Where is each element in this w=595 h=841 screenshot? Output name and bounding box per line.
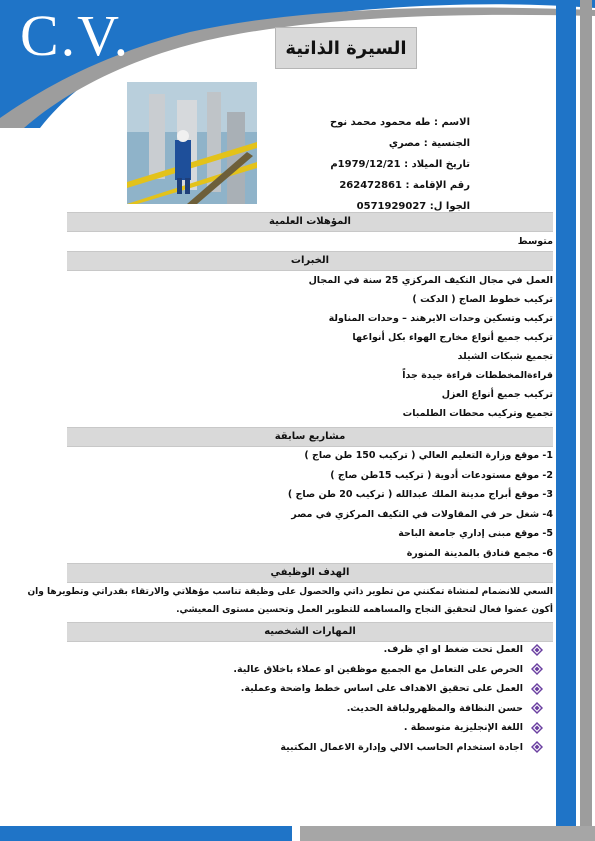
- skill-text: حسن النظافة والمظهرولباقة الحديث.: [346, 702, 523, 714]
- projects-heading: مشاريع سابقة: [67, 427, 553, 447]
- bottom-blue-stripe: [0, 826, 292, 841]
- experience-list: [67, 271, 553, 423]
- project-item: 2- موقع مستودعات أدوية ( تركيب 15طن صاج ): [330, 469, 553, 481]
- project-item: 5- موقع مبنى إداري جامعة الباحة: [398, 528, 553, 539]
- experience-item: العمل في مجال التكيف المركزي 25 سنة في المجال: [308, 275, 553, 286]
- project-item: 6- مجمع فنادق بالمدينة المنورة: [406, 547, 553, 559]
- diamond-bullet-icon: [531, 741, 543, 753]
- residence-line: رقم الإقامة : 262472861: [339, 180, 470, 191]
- skills-list: [67, 640, 553, 757]
- diamond-bullet-icon: [531, 722, 543, 734]
- experience-item: تركيب خطوط الصاج ( الدكت ): [412, 294, 553, 305]
- experience-item: تجميع وتركيب محطات الطلمبات: [402, 408, 553, 419]
- skill-text: العمل تحت ضغط او اي ظرف.: [383, 644, 523, 655]
- right-gray-stripe: [580, 0, 592, 841]
- skill-item: [67, 660, 543, 680]
- skills-heading: المهارات الشخصيه: [67, 622, 553, 642]
- skill-item: [67, 699, 543, 719]
- personal-info: [220, 112, 470, 217]
- skill-item: [67, 738, 543, 758]
- experience-item: قراءةالمخططات قراءة جيدة جداً: [402, 370, 553, 381]
- experience-item: تجميع شبكات الشيلد: [457, 351, 553, 362]
- qualifications-body: [67, 234, 553, 250]
- project-item: 3- موقع أبراج مدينة الملك عبدالله ( تركيب 20 طن صاج ): [287, 489, 553, 500]
- objective-body: [27, 583, 553, 619]
- diamond-bullet-icon: [531, 683, 543, 695]
- mobile-line: الجوا ل: 0571929027: [356, 201, 470, 212]
- nationality-line: الجنسية : مصري: [388, 138, 470, 149]
- project-item: 4- شغل حر في المقاولات في التكيف المركزي في مصر: [291, 508, 553, 520]
- skill-item: [67, 679, 543, 699]
- project-item: 1- موقع وزارة التعليم العالي ( تركيب 150 طن صاج ): [304, 450, 553, 461]
- skill-text: اللغة الإنجليزية متوسطة .: [403, 722, 523, 733]
- qualifications-heading: المؤهلات العلمية: [67, 212, 553, 232]
- experience-item: تركيب وتسكين وحدات الايرهند – وحدات المناولة: [328, 313, 553, 324]
- objective-line: السعي للانضمام لمنشاة تمكنني من تطوير ذاتي والحصول على وظيفة تناسب مؤهلاتي والارتقاء بقدراتي وتطويرها وان: [27, 587, 553, 597]
- experience-item: تركيب جميع أنواع مخارج الهواء بكل أنواعها: [352, 332, 553, 343]
- page-title: السيرة الذاتية: [275, 27, 417, 69]
- objective-heading: الهدف الوظيفي: [67, 563, 553, 583]
- skill-item: [67, 640, 543, 660]
- skill-text: الحرص على التعامل مع الجميع موظفين او عملاء باخلاق عالية.: [233, 663, 523, 675]
- objective-line: أكون عضوا فعال لتحقيق النجاح والمساهمه للتطوير العمل وتحسين مستوى المعيشي.: [176, 605, 553, 615]
- skill-text: اجادة استخدام الحاسب الالي وإدارة الاعمال المكتبية: [280, 741, 523, 753]
- cv-logo: C.V.: [20, 3, 131, 68]
- right-blue-stripe: [556, 0, 576, 841]
- diamond-bullet-icon: [531, 663, 543, 675]
- experience-item: تركيب جميع أنواع العزل: [441, 389, 553, 400]
- skill-text: العمل على تحقيق الاهداف على اساس خطط واضحة وعملية.: [240, 683, 523, 694]
- birth-date-line: تاريخ الميلاد : 1979/12/21م: [330, 159, 470, 170]
- diamond-bullet-icon: [531, 644, 543, 656]
- bottom-gray-stripe: [300, 826, 595, 841]
- projects-list: [67, 446, 553, 563]
- qualifications-text: متوسط: [517, 236, 553, 247]
- name-line: الاسم : طه محمود محمد نوح: [329, 117, 470, 128]
- diamond-bullet-icon: [531, 702, 543, 714]
- skill-item: [67, 718, 543, 738]
- experience-heading: الخبرات: [67, 251, 553, 271]
